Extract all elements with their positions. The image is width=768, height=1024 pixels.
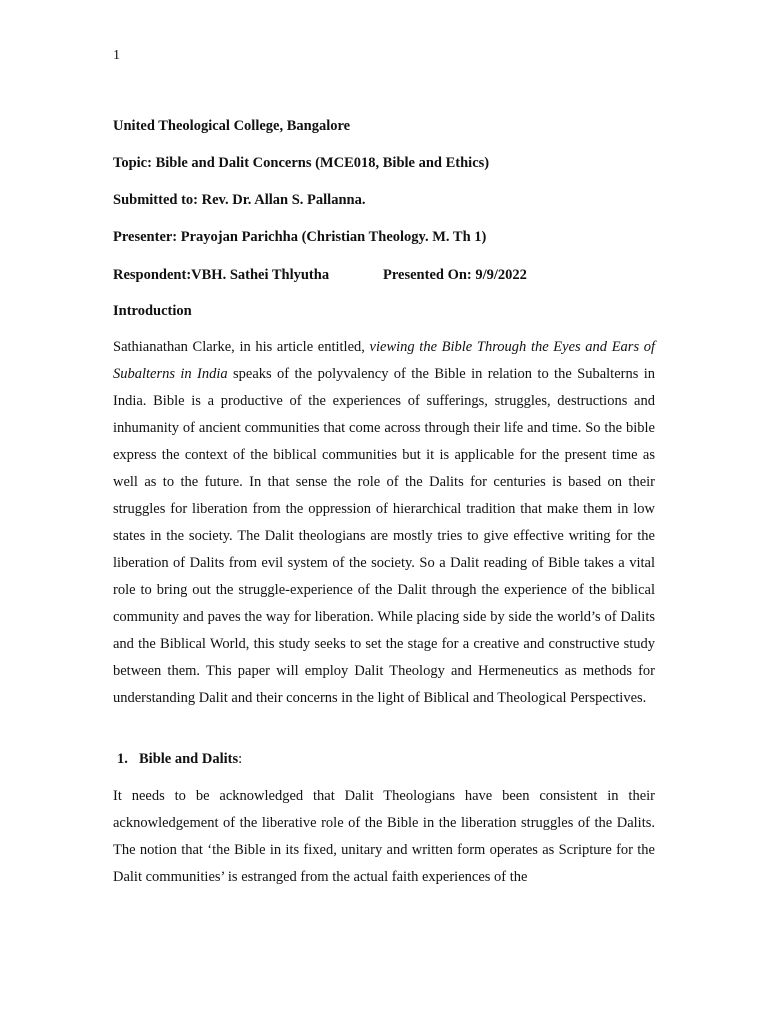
section-title: Bible and Dalits	[139, 751, 239, 767]
section-heading-bible-and-dalits	[117, 750, 242, 768]
topic-line: Topic: Bible and Dalit Concerns (MCE018, Bible and Ethics)	[113, 155, 490, 171]
introduction-body-text: speaks of the polyvalency of the Bible in relation to the Subalterns in India. Bible is a productive of the experiences of sufferings, struggles, destructions and inhumanity of ancient communities that come across through their life and time. So the bible express the context of the biblical communities but it is applicable for the present time as well as to the future. In that sense the role of the Dalits for centuries is based on their struggles for liberation from the oppression of hierarchical tradition that make them in low states in the society. The Dalit theologians are mostly tries to give effective writing for the liberation of Dalits from evil system of the society. So a Dalit reading of Bible takes a vital role to bring out the struggle-experience of the Dalit through the experience of the biblical community and paves the way for liberation. While placing side by side the world’s of Dalits and the Biblical World, this study seeks to set the stage for a creative and constructive study between them. This paper will employ Dalit Theology and Hermeneutics as methods for understanding Dalit and their concerns in the light of Biblical and Theological Perspectives.	[113, 366, 655, 706]
submitted-to-line: Submitted to: Rev. Dr. Allan S. Pallanna.	[113, 192, 366, 208]
section1-paragraph: It needs to be acknowledged that Dalit Theologians have been consistent in their acknowledgement of the liberative role of the Bible in the liberation struggles of the Dalits. The notion that ‘the Bible in its fixed, unitary and written form operates as Scripture for the Dalit communities’ is estranged from the actual faith experiences of the	[113, 788, 655, 885]
introduction-lead-text: Sathianathan Clarke, in his article entitled,	[113, 339, 370, 355]
article-title: viewing the Bible Through the Eyes and Ears of Subalterns in India	[113, 339, 656, 382]
page-number: 1	[113, 48, 120, 63]
college-name: United Theological College, Bangalore	[113, 118, 351, 134]
introduction-heading: Introduction	[113, 303, 192, 319]
presenter-line: Presenter: Prayojan Parichha (Christian Theology. M. Th 1)	[113, 229, 487, 245]
respondent-line: Respondent:VBH. Sathei Thlyutha	[113, 267, 330, 283]
section-title-colon: :	[238, 751, 243, 767]
presented-on-line: Presented On: 9/9/2022	[383, 267, 527, 283]
introduction-paragraph	[113, 334, 655, 712]
section-number: 1.	[117, 751, 128, 767]
